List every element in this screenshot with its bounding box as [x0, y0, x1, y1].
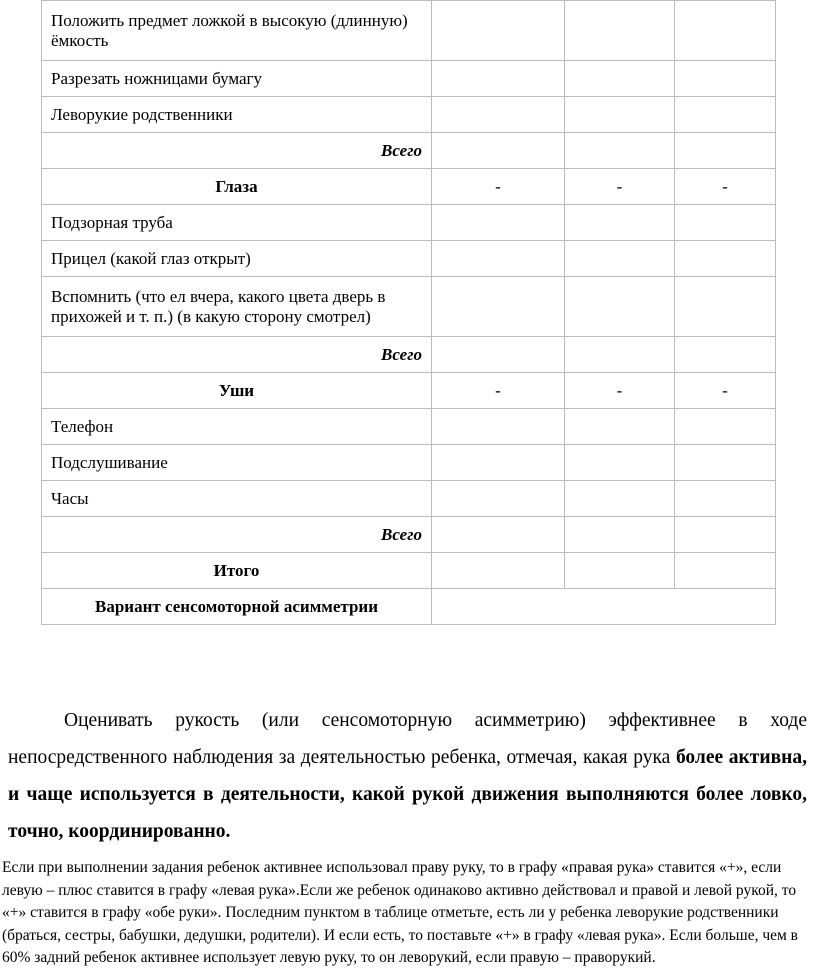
dash-cell[interactable]: - — [565, 373, 675, 409]
mark-cell[interactable] — [432, 241, 565, 277]
mark-cell[interactable] — [675, 445, 776, 481]
section-label: Итого — [42, 553, 432, 589]
dash-cell[interactable]: - — [432, 169, 565, 205]
table-row — [42, 553, 776, 589]
paragraph-text: Оценивать рукость (или сенсомоторную асимметрию) эффективнее в ходе непосредственного наблюдения за деятельностью ребенка, отмечая, какая рука — [8, 710, 807, 768]
mark-cell[interactable] — [675, 553, 776, 589]
table-row — [42, 61, 776, 97]
total-label: Всего — [42, 517, 432, 553]
dash-cell[interactable]: - — [675, 373, 776, 409]
mark-cell[interactable] — [675, 241, 776, 277]
mark-cell[interactable] — [565, 241, 675, 277]
table-row — [42, 205, 776, 241]
task-label: Подзорная труба — [42, 205, 432, 241]
table-row — [42, 517, 776, 553]
table-row — [42, 241, 776, 277]
section-label: Уши — [42, 373, 432, 409]
table-row — [42, 97, 776, 133]
mark-cell[interactable] — [565, 517, 675, 553]
mark-cell[interactable] — [675, 205, 776, 241]
mark-cell[interactable] — [675, 97, 776, 133]
variant-value-cell[interactable] — [432, 589, 776, 625]
mark-cell[interactable] — [675, 337, 776, 373]
mark-cell[interactable] — [675, 61, 776, 97]
instruction-paragraph — [8, 702, 807, 850]
table-row — [42, 409, 776, 445]
total-label: Всего — [42, 133, 432, 169]
table-row — [42, 133, 776, 169]
mark-cell[interactable] — [432, 133, 565, 169]
mark-cell[interactable] — [675, 133, 776, 169]
table-row — [42, 589, 776, 625]
mark-cell[interactable] — [432, 97, 565, 133]
table-row — [42, 1, 776, 61]
total-label: Всего — [42, 337, 432, 373]
table-row — [42, 445, 776, 481]
mark-cell[interactable] — [432, 61, 565, 97]
task-label: Разрезать ножницами бумагу — [42, 61, 432, 97]
dash-cell[interactable]: - — [565, 169, 675, 205]
mark-cell[interactable] — [565, 133, 675, 169]
asymmetry-table — [41, 0, 776, 625]
mark-cell[interactable] — [432, 553, 565, 589]
task-label: Подслушивание — [42, 445, 432, 481]
mark-cell[interactable] — [432, 517, 565, 553]
mark-cell[interactable] — [565, 97, 675, 133]
mark-cell[interactable] — [432, 277, 565, 337]
task-label: Положить предмет ложкой в высокую (длинную) ёмкость — [42, 1, 432, 61]
task-label: Телефон — [42, 409, 432, 445]
mark-cell[interactable] — [675, 277, 776, 337]
paragraph-bold-text: более активна, и чаще используется в деятельности, какой рукой движения выполняются более ловко, точно, координированно. — [8, 747, 807, 842]
dash-cell[interactable]: - — [432, 373, 565, 409]
variant-label: Вариант сенсомоторной асимметрии — [42, 589, 432, 625]
mark-cell[interactable] — [432, 337, 565, 373]
mark-cell[interactable] — [565, 205, 675, 241]
mark-cell[interactable] — [432, 481, 565, 517]
mark-cell[interactable] — [565, 481, 675, 517]
mark-cell[interactable] — [432, 1, 565, 61]
mark-cell[interactable] — [675, 1, 776, 61]
task-label: Прицел (какой глаз открыт) — [42, 241, 432, 277]
mark-cell[interactable] — [565, 553, 675, 589]
scoring-note: Если при выполнении задания ребенок активнее использовал праву руку, то в графу «правая рука» ставится «+», если левую – плюс ставится в графу «левая рука».Если же ребенок одинаково активно действовал и правой и левой рукой, то «+» ставится в графу «обе руки». Последним пунктом в таблице отметьте, есть ли у ребенка леворукие родственники (браться, сестры, бабушки, дедушки, родители). И если есть, то поставьте «+» в графу «левая рука». Если больше, чем в 60% задний ребенок активнее использует левую руку, то он леворукий, если правую – праворукий. — [2, 859, 799, 966]
mark-cell[interactable] — [432, 445, 565, 481]
mark-cell[interactable] — [565, 277, 675, 337]
mark-cell[interactable] — [565, 1, 675, 61]
table-body — [42, 1, 776, 625]
mark-cell[interactable] — [432, 205, 565, 241]
table-row — [42, 337, 776, 373]
mark-cell[interactable] — [565, 409, 675, 445]
dash-cell[interactable]: - — [675, 169, 776, 205]
table-row — [42, 481, 776, 517]
task-label: Леворукие родственники — [42, 97, 432, 133]
mark-cell[interactable] — [675, 517, 776, 553]
table-row — [42, 277, 776, 337]
mark-cell[interactable] — [565, 445, 675, 481]
mark-cell[interactable] — [565, 337, 675, 373]
section-label: Глаза — [42, 169, 432, 205]
table-row — [42, 169, 776, 205]
task-label: Вспомнить (что ел вчера, какого цвета дверь в прихожей и т. п.) (в какую сторону смотрел) — [42, 277, 432, 337]
mark-cell[interactable] — [675, 481, 776, 517]
mark-cell[interactable] — [675, 409, 776, 445]
mark-cell[interactable] — [565, 61, 675, 97]
mark-cell[interactable] — [432, 409, 565, 445]
task-label: Часы — [42, 481, 432, 517]
table-row — [42, 373, 776, 409]
